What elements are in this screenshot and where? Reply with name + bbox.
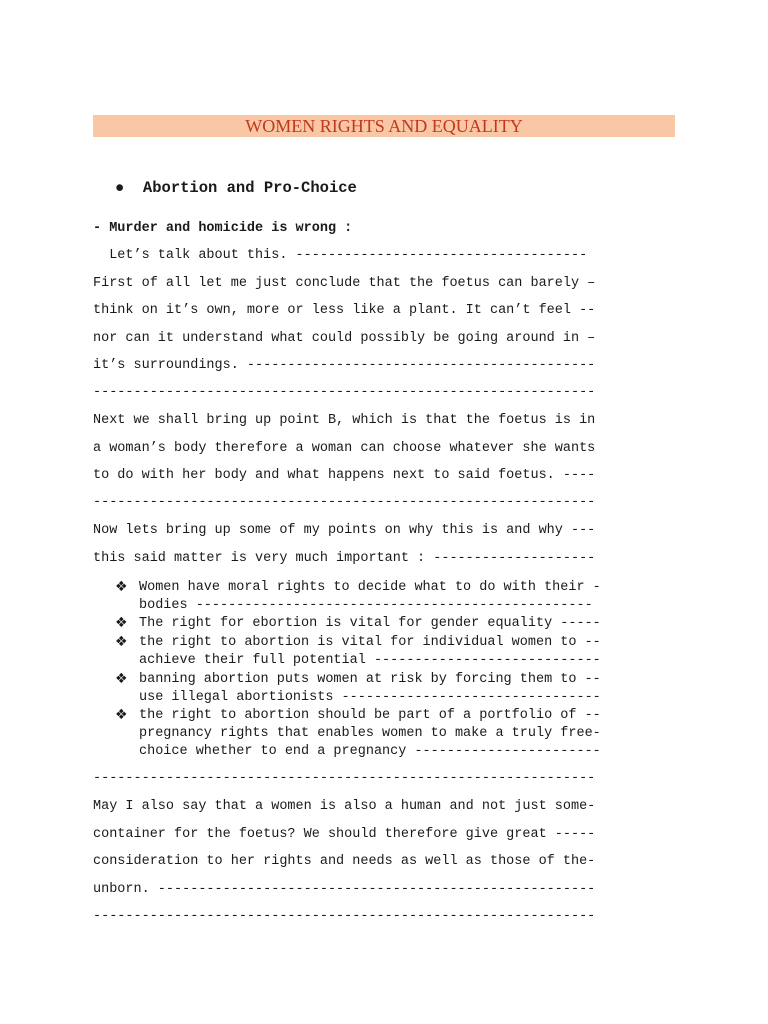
diamond-bullet-icon: ❖ [115, 671, 128, 687]
list-item-line: the right to abortion should be part of a portfolio of -- [139, 708, 601, 723]
paragraph-line: consideration to her rights and needs as well as those of the- [93, 854, 596, 869]
paragraph-line: unborn. ------------------------------------------------------ [93, 882, 596, 897]
list-item-line: Women have moral rights to decide what to do with their - [139, 580, 601, 595]
paragraph-line: Now lets bring up some of my points on why this is and why --- [93, 523, 596, 538]
list-item-line: bodies ------------------------------------------------- [139, 598, 593, 613]
paragraph-line: it’s surroundings. ------------------------------------------- [93, 358, 596, 373]
list-item-line: banning abortion puts women at risk by forcing them to -- [139, 672, 601, 687]
separator-line: -------------------------------------------------------------- [93, 495, 596, 510]
paragraph-line: nor can it understand what could possibly be going around in – [93, 331, 596, 346]
heading-text: Abortion and Pro-Choice [142, 179, 357, 197]
paragraph-line: think on it’s own, more or less like a plant. It can’t feel -- [93, 303, 596, 318]
list-item-line: pregnancy rights that enables women to make a truly free- [139, 726, 601, 741]
separator-line: -------------------------------------------------------------- [93, 385, 596, 400]
list-item-line: achieve their full potential ---------------------------- [139, 653, 601, 668]
list-item-line: use illegal abortionists -------------------------------- [139, 690, 601, 705]
paragraph-line: this said matter is very much important : -------------------- [93, 551, 596, 566]
diamond-bullet-icon: ❖ [115, 707, 128, 723]
paragraph-line: container for the foetus? We should therefore give great ----- [93, 827, 596, 842]
paragraph-line: May I also say that a women is also a human and not just some- [93, 799, 596, 814]
paragraph-line: a woman’s body therefore a woman can choose whatever she wants [93, 441, 596, 456]
section-heading [115, 179, 357, 197]
paragraph-line: First of all let me just conclude that the foetus can barely – [93, 276, 596, 291]
diamond-bullet-icon: ❖ [115, 579, 128, 595]
document-title: WOMEN RIGHTS AND EQUALITY [93, 115, 675, 137]
list-item-line: The right for ebortion is vital for gender equality ----- [139, 616, 601, 631]
diamond-bullet-icon: ❖ [115, 615, 128, 631]
paragraph-line: Let’s talk about this. ------------------------------------ [93, 248, 588, 263]
diamond-bullet-icon: ❖ [115, 634, 128, 650]
heading-bullet-icon: ● [115, 179, 125, 197]
list-item-line: choice whether to end a pregnancy ----------------------- [139, 744, 601, 759]
subheading: - Murder and homicide is wrong : [93, 221, 353, 236]
separator-line: -------------------------------------------------------------- [93, 771, 596, 786]
separator-line: -------------------------------------------------------------- [93, 909, 596, 924]
paragraph-line: Next we shall bring up point B, which is that the foetus is in [93, 413, 596, 428]
paragraph-line: to do with her body and what happens next to said foetus. ---- [93, 468, 596, 483]
list-item-line: the right to abortion is vital for individual women to -- [139, 635, 601, 650]
